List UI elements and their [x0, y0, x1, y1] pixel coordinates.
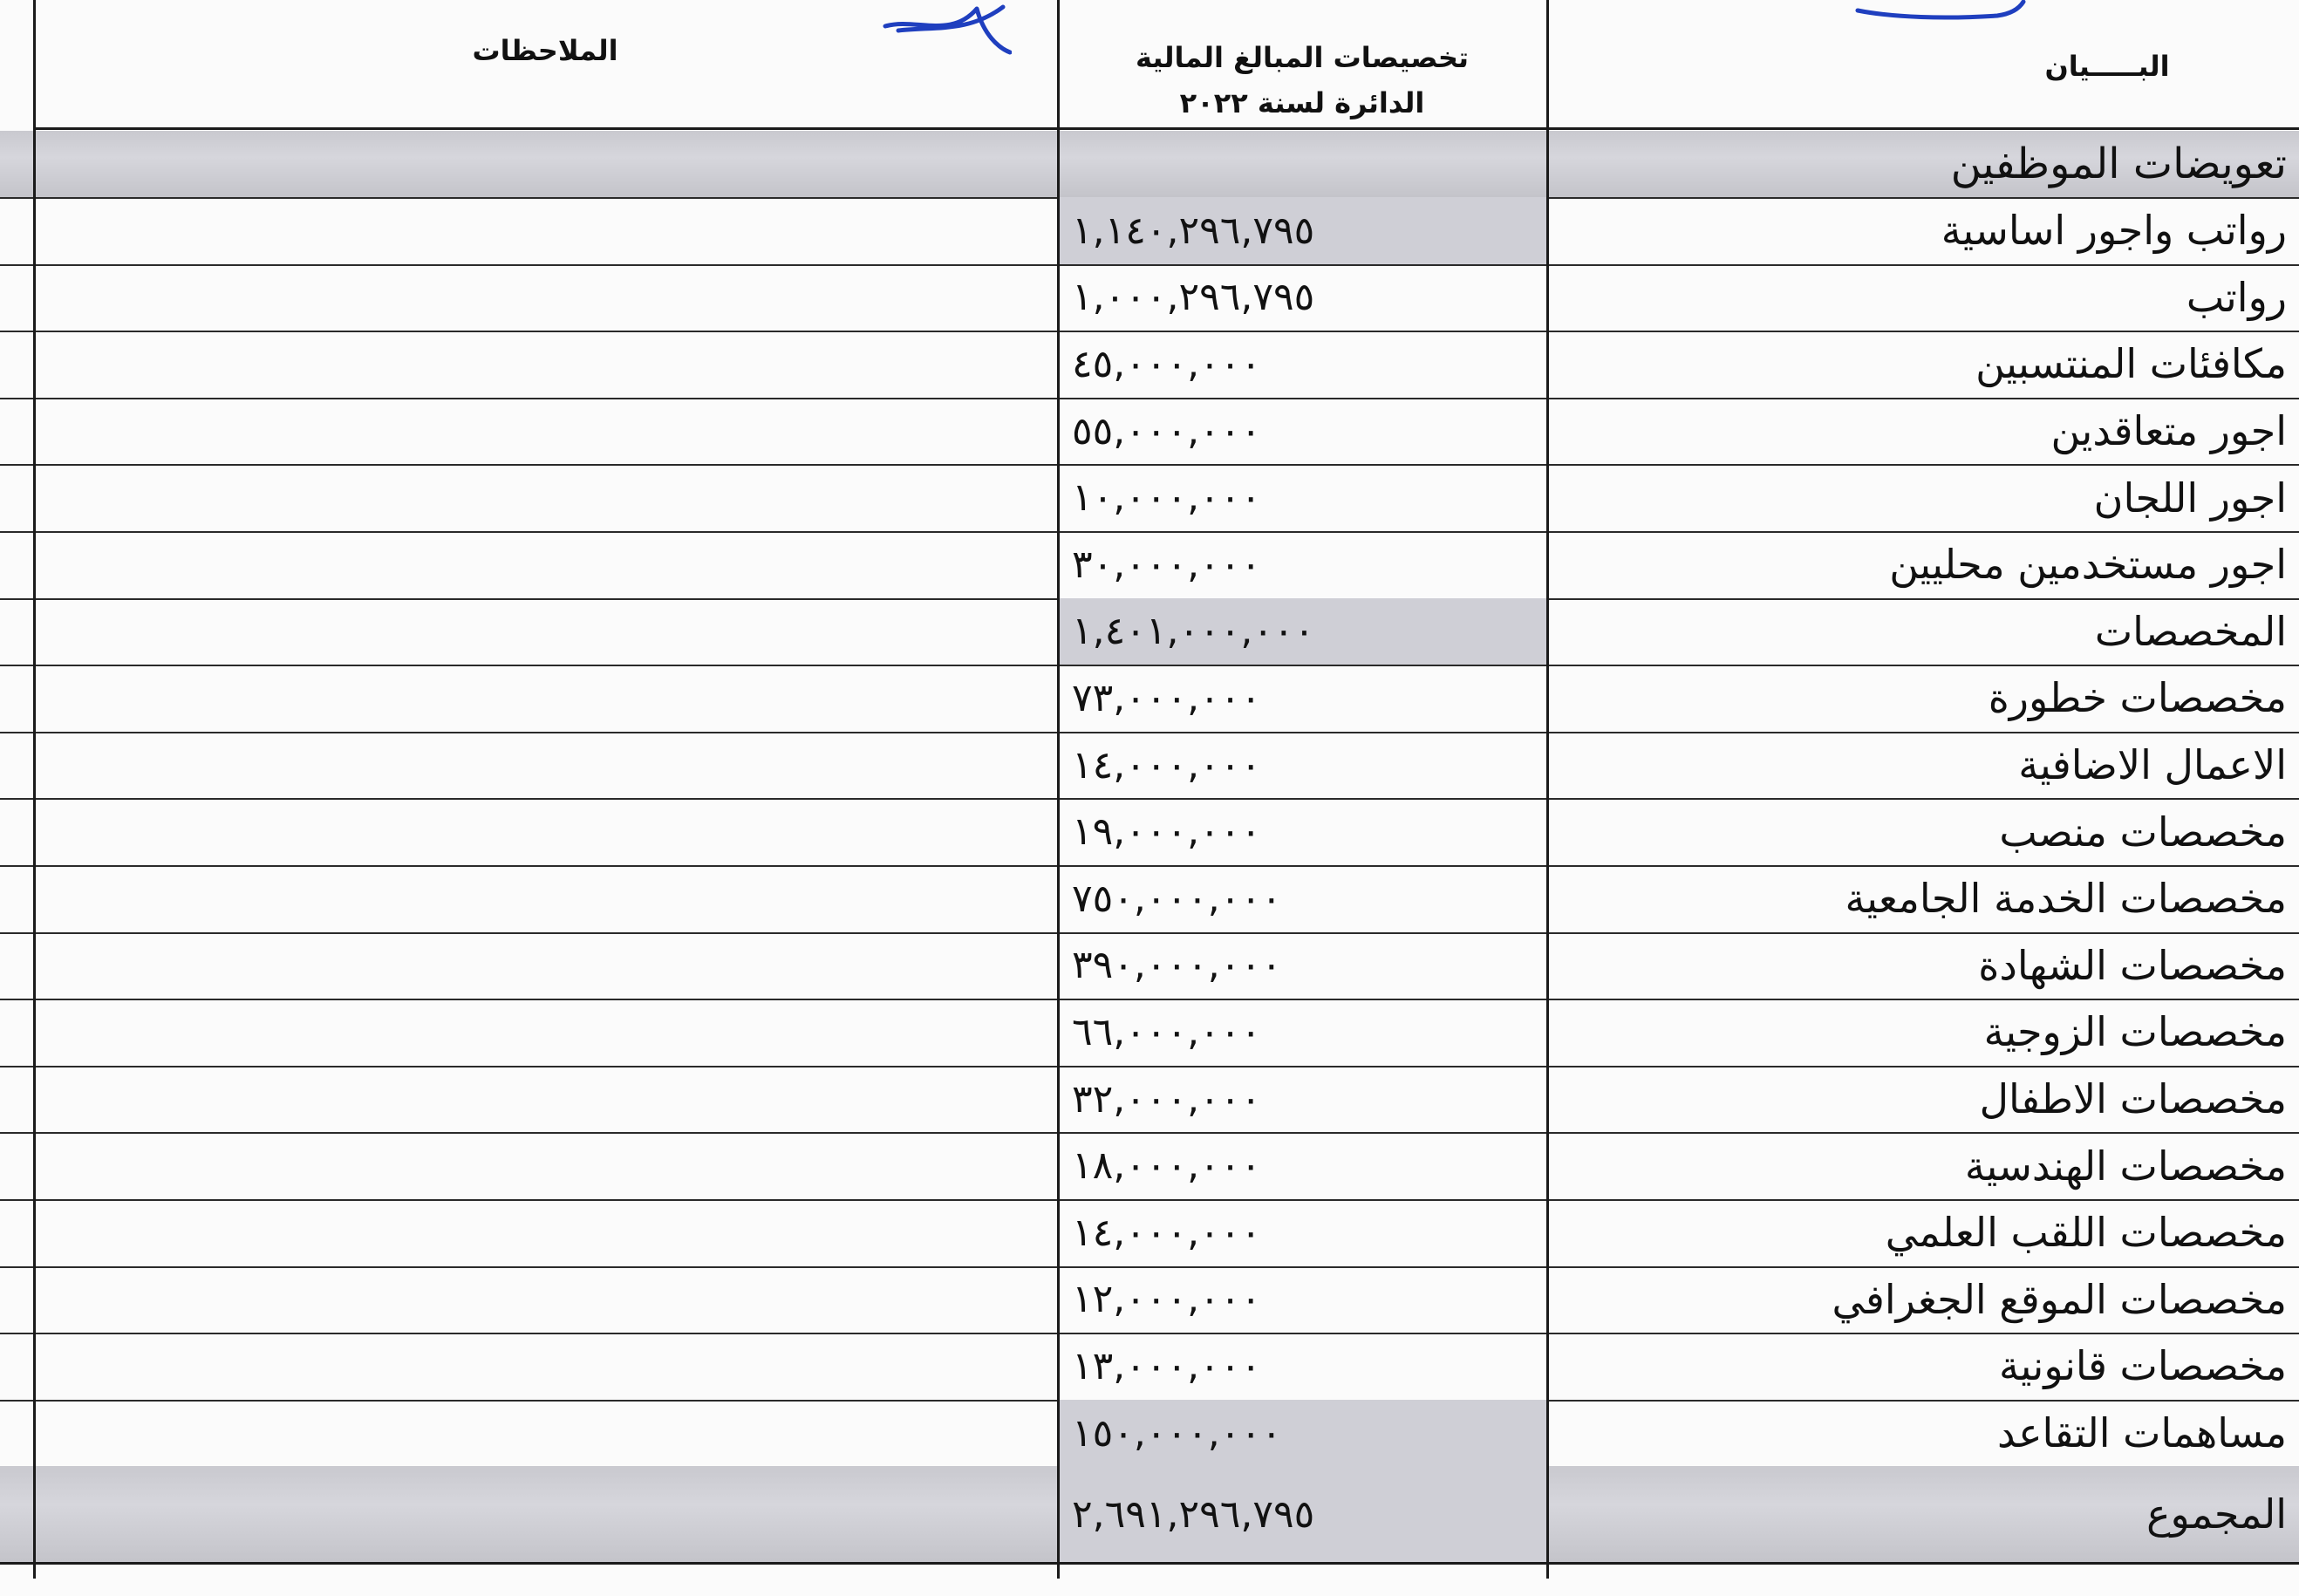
- notes-cell: [36, 665, 1056, 732]
- notes-cell: [36, 531, 1056, 598]
- notes-cell: [36, 197, 1056, 264]
- description-cell: مخصصات الهندسية: [1964, 1142, 2287, 1190]
- table-row: [0, 598, 2299, 667]
- amount-cell: ١٥٠,٠٠٠,٠٠٠: [1060, 1400, 1546, 1467]
- amount-cell: ١٠,٠٠٠,٠٠٠: [1072, 475, 1262, 521]
- description-cell: مخصصات قانونية: [1999, 1342, 2287, 1390]
- total-amount: ٢,٦٩١,٢٩٦,٧٩٥: [1060, 1466, 1546, 1562]
- amount-cell: ٧٣,٠٠٠,٠٠٠: [1072, 675, 1262, 720]
- notes-cell: [36, 264, 1056, 331]
- description-cell: مساهمات التقاعد: [1996, 1409, 2287, 1457]
- amount-cell: ١٤,٠٠٠,٠٠٠: [1072, 1210, 1262, 1255]
- table-row: [0, 732, 2299, 801]
- notes-cell: [36, 1400, 1056, 1467]
- amount-cell: ١٩,٠٠٠,٠٠٠: [1072, 809, 1262, 855]
- amount-cell: ٤٥,٠٠٠,٠٠٠: [1072, 341, 1262, 386]
- section-title: تعويضات الموظفين: [1950, 140, 2287, 188]
- notes-cell: [36, 1333, 1056, 1400]
- description-cell: مخصصات الموقع الجغرافي: [1832, 1275, 2287, 1323]
- notes-cell: [36, 865, 1056, 932]
- notes-cell: [36, 1266, 1056, 1333]
- description-cell: اجور اللجان: [2093, 474, 2287, 522]
- amount-cell: ١,٠٠٠,٢٩٦,٧٩٥: [1072, 275, 1315, 320]
- description-cell: اجور مستخدمين محليين: [1889, 541, 2287, 589]
- total-row: [0, 1466, 2299, 1565]
- amount-cell: ١٣,٠٠٠,٠٠٠: [1072, 1343, 1262, 1388]
- table-row: [0, 464, 2299, 533]
- rule-left: [33, 0, 36, 1579]
- description-cell: مكافئات المنتسبين: [1975, 340, 2287, 388]
- notes-cell: [36, 999, 1056, 1066]
- total-label: المجموع: [2146, 1490, 2287, 1538]
- description-cell: رواتب واجور اساسية: [1941, 207, 2287, 255]
- table-row: [0, 665, 2299, 733]
- description-cell: مخصصات منصب: [1999, 808, 2287, 856]
- table-row: [0, 999, 2299, 1067]
- description-cell: رواتب: [2186, 273, 2287, 321]
- amount-cell: ٣٢,٠٠٠,٠٠٠: [1072, 1076, 1262, 1122]
- amount-cell: ٣٠,٠٠٠,٠٠٠: [1072, 542, 1262, 587]
- table-row: [0, 264, 2299, 333]
- notes-cell: [36, 798, 1056, 865]
- table-row: [0, 1132, 2299, 1201]
- table-row: [0, 1333, 2299, 1402]
- notes-cell: [36, 1199, 1056, 1266]
- notes-cell: [36, 1066, 1056, 1133]
- rule-amount-left: [1057, 0, 1060, 1579]
- total-notes-cell: [36, 1466, 1056, 1562]
- table-row: [0, 398, 2299, 467]
- header-description: البـــــيان: [2044, 50, 2170, 83]
- description-cell: مخصصات الزوجية: [1983, 1008, 2287, 1056]
- amount-cell: ١,٤٠١,٠٠٠,٠٠٠: [1060, 598, 1546, 665]
- table-row: [0, 331, 2299, 399]
- notes-cell: [36, 331, 1056, 398]
- amount-cell: ٣٩٠,٠٠٠,٠٠٠: [1072, 943, 1282, 988]
- notes-cell: [36, 732, 1056, 799]
- section-row: [0, 131, 2299, 199]
- notes-cell: [36, 398, 1056, 465]
- description-cell: المخصصات: [2094, 607, 2287, 655]
- amount-cell: ٧٥٠,٠٠٠,٠٠٠: [1072, 876, 1282, 921]
- table-row: [0, 197, 2299, 266]
- header-divider: [33, 127, 2299, 130]
- amount-cell: ٥٥,٠٠٠,٠٠٠: [1072, 408, 1262, 454]
- table-row: [0, 1400, 2299, 1469]
- amount-cell: ٦٦,٠٠٠,٠٠٠: [1072, 1009, 1262, 1054]
- notes-cell: [36, 1132, 1056, 1199]
- description-cell: اجور متعاقدين: [2050, 407, 2287, 455]
- notes-cell: [36, 598, 1056, 665]
- description-cell: مخصصات اللقب العلمي: [1885, 1209, 2287, 1257]
- description-cell: مخصصات الشهادة: [1978, 941, 2287, 989]
- table-row: [0, 932, 2299, 1001]
- amount-cell: ١٤,٠٠٠,٠٠٠: [1072, 742, 1262, 788]
- description-cell: مخصصات خطورة: [1988, 674, 2287, 722]
- header-notes: الملاحظات: [472, 34, 618, 67]
- header-amount-line2: الدائرة لسنة ٢٠٢٢: [1179, 86, 1425, 119]
- table-row: [0, 1199, 2299, 1268]
- amount-cell: ١٢,٠٠٠,٠٠٠: [1072, 1277, 1262, 1322]
- table-row: [0, 1066, 2299, 1135]
- notes-cell: [36, 464, 1056, 531]
- table-row: [0, 798, 2299, 867]
- amount-cell: ١,١٤٠,٢٩٦,٧٩٥: [1060, 197, 1546, 264]
- amount-cell: ١٨,٠٠٠,٠٠٠: [1072, 1143, 1262, 1189]
- description-cell: الاعمال الاضافية: [2018, 741, 2287, 789]
- rule-amount-right: [1546, 0, 1549, 1579]
- table-row: [0, 531, 2299, 600]
- table-row: [0, 865, 2299, 934]
- description-cell: مخصصات الاطفال: [1979, 1075, 2287, 1123]
- header-amount-line1: تخصيصات المبالغ المالية: [1136, 41, 1469, 74]
- table-row: [0, 1266, 2299, 1335]
- notes-cell: [36, 932, 1056, 999]
- description-cell: مخصصات الخدمة الجامعية: [1845, 875, 2287, 923]
